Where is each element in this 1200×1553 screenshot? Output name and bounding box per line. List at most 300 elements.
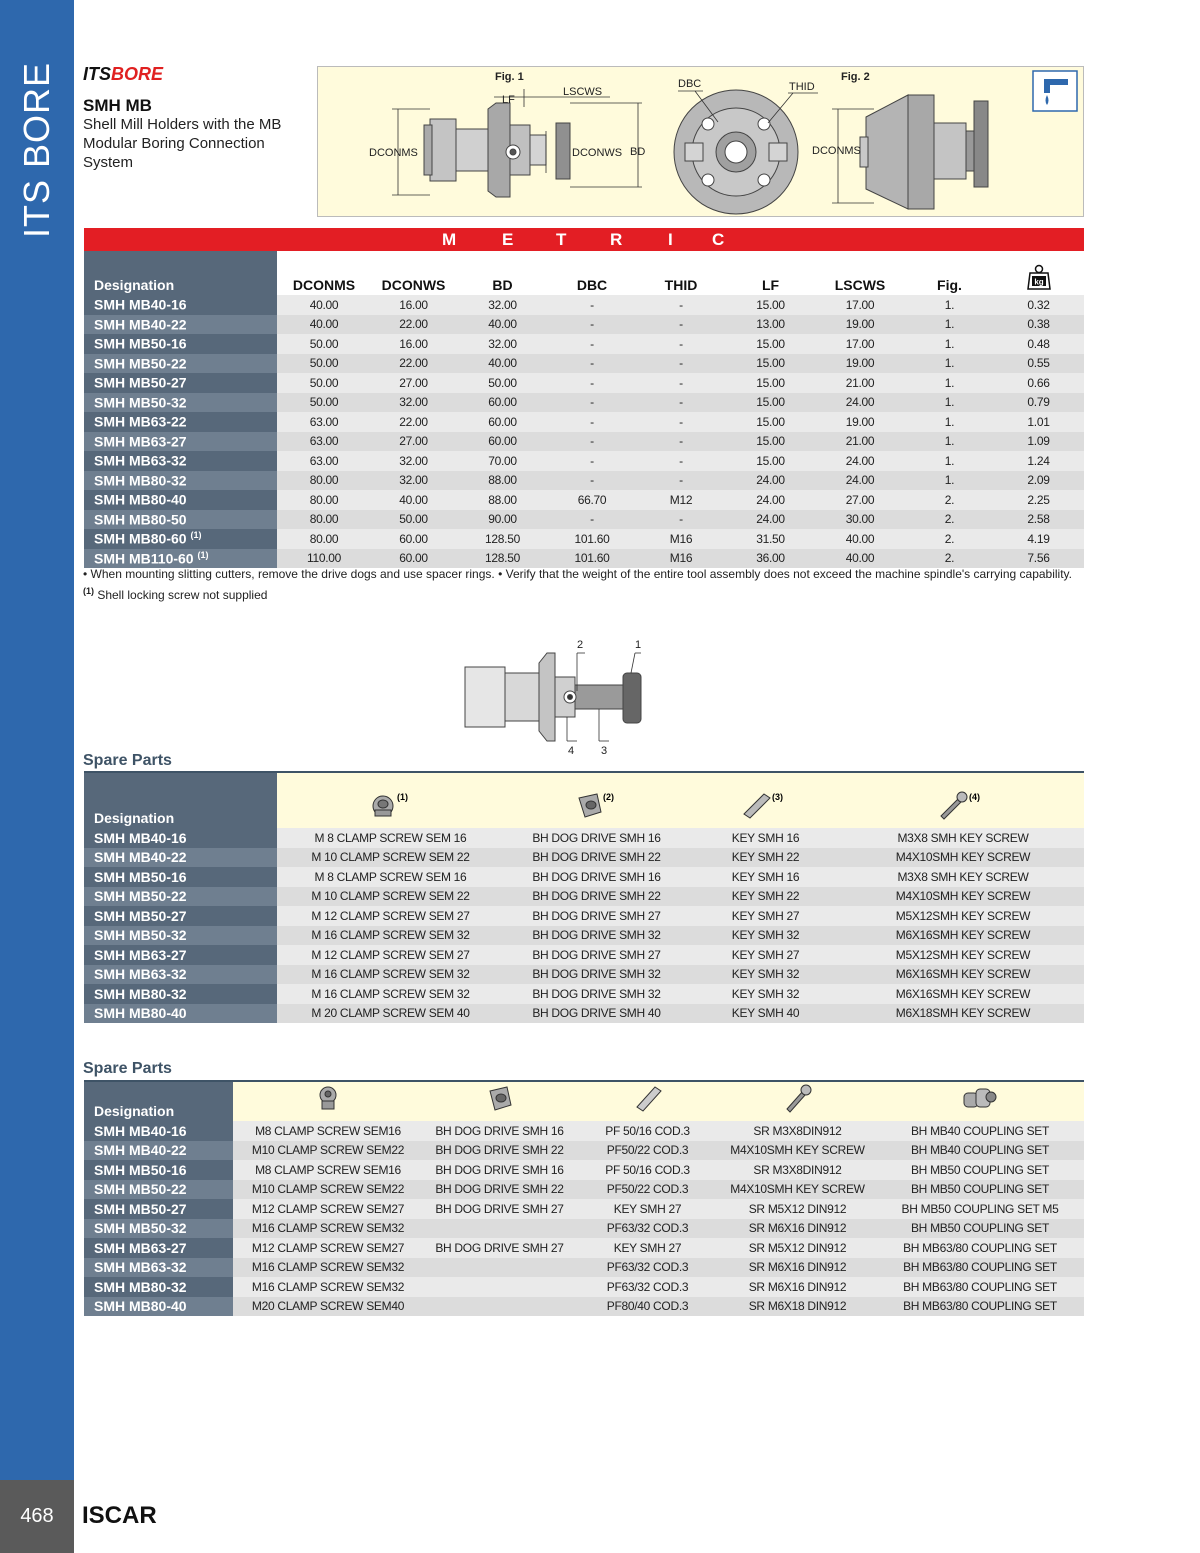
table-cell: BH DOG DRIVE SMH 32	[504, 926, 689, 946]
table-cell: 63.00	[277, 451, 371, 471]
table-cell: 40.00	[456, 315, 549, 335]
sp1-icon-col-2	[504, 772, 689, 828]
designation-cell	[84, 945, 277, 965]
table-cell: 50.00	[277, 334, 371, 354]
coolant-icon	[1033, 71, 1077, 111]
table-cell: 40.00	[371, 490, 456, 510]
table-cell: KEY SMH 22	[689, 848, 842, 868]
table-cell: 32.00	[371, 471, 456, 491]
dog-drive-icon	[485, 1083, 515, 1113]
designation-text: SMH MB50-22	[94, 355, 187, 372]
designation-text: SMH MB80-40	[94, 1005, 187, 1022]
table-cell: 1.	[906, 471, 993, 491]
table-cell: M6X16SMH KEY SCREW	[842, 965, 1084, 985]
key-icon	[736, 790, 796, 820]
table-cell: 27.00	[371, 432, 456, 452]
header-bd: BD	[456, 251, 549, 295]
key-screw-icon	[783, 1083, 813, 1113]
designation-text: SMH MB50-22	[94, 888, 187, 905]
table-row	[84, 945, 1084, 965]
table-cell: 30.00	[814, 510, 906, 530]
main-table-header	[84, 251, 1084, 295]
table-cell: BH DOG DRIVE SMH 22	[423, 1141, 576, 1161]
table-cell: KEY SMH 32	[689, 926, 842, 946]
table-row	[84, 1199, 1084, 1219]
table-cell: 40.00	[814, 549, 906, 569]
clamp-screw-icon	[313, 1083, 343, 1113]
sp2-header-designation: Designation	[84, 1081, 233, 1121]
label-dconws: DCONWS	[572, 147, 623, 159]
table-cell: PF50/22 COD.3	[576, 1180, 719, 1200]
table-cell: SR M5X12 DIN912	[719, 1199, 876, 1219]
table-cell: 15.00	[727, 393, 814, 413]
table-row	[84, 1219, 1084, 1239]
label-bd: BD	[630, 146, 646, 158]
designation-text: SMH MB80-32	[94, 985, 187, 1002]
table-cell: 22.00	[371, 315, 456, 335]
table-cell: 27.00	[814, 490, 906, 510]
table-cell: SR M6X16 DIN912	[719, 1258, 876, 1278]
table-cell: KEY SMH 16	[689, 828, 842, 848]
designation-text: SMH MB110-60	[94, 550, 194, 567]
designation-text: SMH MB50-32	[94, 394, 187, 411]
table-cell: KEY SMH 16	[689, 867, 842, 887]
table-cell: 66.70	[549, 490, 635, 510]
table-cell: 80.00	[277, 490, 371, 510]
table-cell: BH DOG DRIVE SMH 22	[423, 1180, 576, 1200]
table-cell: M16 CLAMP SCREW SEM32	[233, 1219, 423, 1239]
table-row	[84, 906, 1084, 926]
table-cell: 2.	[906, 510, 993, 530]
table-cell: 31.50	[727, 529, 814, 549]
table-cell: 1.	[906, 432, 993, 452]
header-lscws: LSCWS	[814, 251, 906, 295]
table-cell: -	[549, 451, 635, 471]
table-cell: SR M6X16 DIN912	[719, 1277, 876, 1297]
table-cell: M5X12SMH KEY SCREW	[842, 906, 1084, 926]
product-description: Shell Mill Holders with the MB Modular Boring Connection System	[83, 116, 282, 171]
sp2-icon-col-1	[233, 1081, 423, 1121]
footnote-text: Shell locking screw not supplied	[94, 588, 268, 602]
table-cell: 15.00	[727, 412, 814, 432]
table-cell: 60.00	[371, 529, 456, 549]
table-cell: BH MB63/80 COUPLING SET	[876, 1297, 1084, 1317]
designation-cell	[84, 510, 277, 530]
spare-parts-table-1	[84, 771, 1084, 1023]
table-cell: 0.48	[993, 334, 1084, 354]
designation-cell	[84, 1121, 233, 1141]
designation-text: SMH MB40-16	[94, 829, 187, 846]
table-cell: M4X10SMH KEY SCREW	[719, 1141, 876, 1161]
table-cell: BH DOG DRIVE SMH 27	[423, 1238, 576, 1258]
table-cell: KEY SMH 32	[689, 984, 842, 1004]
table-cell: M5X12SMH KEY SCREW	[842, 945, 1084, 965]
metric-letter: M	[442, 230, 457, 249]
spare-parts-1-body	[84, 828, 1084, 1023]
sp1-icon-col-1	[277, 772, 504, 828]
spare-parts-title-2: Spare Parts	[83, 1060, 172, 1077]
designation-cell	[84, 1219, 233, 1239]
designation-text: SMH MB50-16	[94, 1161, 187, 1178]
table-cell: KEY SMH 27	[576, 1238, 719, 1258]
table-cell: 50.00	[456, 373, 549, 393]
table-cell: M 16 CLAMP SCREW SEM 32	[277, 926, 504, 946]
table-cell: 88.00	[456, 490, 549, 510]
table-cell: 50.00	[277, 354, 371, 374]
table-row	[84, 432, 1084, 452]
table-cell: M12 CLAMP SCREW SEM27	[233, 1199, 423, 1219]
table-cell: 128.50	[456, 549, 549, 569]
table-cell: M 10 CLAMP SCREW SEM 22	[277, 848, 504, 868]
header-fig: Fig.	[906, 251, 993, 295]
icon-label-1: (1)	[396, 792, 408, 802]
table-cell: -	[635, 393, 727, 413]
table-cell: 27.00	[371, 373, 456, 393]
table-cell: M8 CLAMP SCREW SEM16	[233, 1121, 423, 1141]
table-row	[84, 295, 1084, 315]
table-row	[84, 926, 1084, 946]
key-icon	[633, 1083, 663, 1113]
table-cell: 24.00	[814, 393, 906, 413]
designation-text: SMH MB50-27	[94, 375, 187, 392]
table-cell: 60.00	[371, 549, 456, 569]
designation-cell	[84, 529, 277, 549]
header-thid: THID	[635, 251, 727, 295]
table-cell: 2.25	[993, 490, 1084, 510]
table-cell: 15.00	[727, 432, 814, 452]
table-cell: 2.	[906, 490, 993, 510]
designation-cell	[84, 1180, 233, 1200]
table-cell: 40.00	[277, 315, 371, 335]
table-cell: 15.00	[727, 295, 814, 315]
sidebar-title: ITS BORE	[16, 61, 57, 239]
table-cell: -	[635, 432, 727, 452]
table-cell: BH DOG DRIVE SMH 32	[504, 984, 689, 1004]
designation-cell	[84, 373, 277, 393]
table-row	[84, 1141, 1084, 1161]
table-cell: 0.79	[993, 393, 1084, 413]
table-cell: KEY SMH 32	[689, 965, 842, 985]
header-dconms: DCONMS	[277, 251, 371, 295]
metric-letter: C	[712, 230, 725, 249]
table-cell: 70.00	[456, 451, 549, 471]
spare-parts-title-1: Spare Parts	[83, 752, 172, 769]
key-screw-icon	[933, 790, 993, 820]
metric-letter: I	[668, 230, 673, 249]
table-row	[84, 887, 1084, 907]
designation-text: SMH MB80-32	[94, 1278, 187, 1295]
table-cell: PF63/32 COD.3	[576, 1258, 719, 1278]
label-dconms-2: DCONMS	[812, 145, 861, 157]
table-cell: M 12 CLAMP SCREW SEM 27	[277, 945, 504, 965]
table-row	[84, 354, 1084, 374]
designation-text: SMH MB50-16	[94, 336, 187, 353]
clamp-screw-icon	[361, 790, 421, 820]
table-cell: 128.50	[456, 529, 549, 549]
table-cell: 40.00	[456, 354, 549, 374]
assembly-label-2: 2	[577, 639, 584, 651]
designation-cell	[84, 926, 277, 946]
fig2-drawing	[860, 95, 988, 209]
main-table-body	[84, 295, 1084, 568]
table-cell: 15.00	[727, 451, 814, 471]
metric-letter: T	[556, 230, 567, 249]
table-row	[84, 1258, 1084, 1278]
table-cell: M4X10SMH KEY SCREW	[842, 848, 1084, 868]
designation-cell	[84, 848, 277, 868]
table-cell: BH DOG DRIVE SMH 16	[504, 828, 689, 848]
table-cell: -	[549, 432, 635, 452]
table-row	[84, 1297, 1084, 1317]
spare-parts-2-body	[84, 1121, 1084, 1316]
designation-text: SMH MB80-40	[94, 1298, 187, 1315]
designation-cell	[84, 1258, 233, 1278]
table-cell: BH DOG DRIVE SMH 32	[504, 965, 689, 985]
designation-text: SMH MB63-32	[94, 966, 187, 983]
table-cell: BH MB63/80 COUPLING SET	[876, 1277, 1084, 1297]
table-cell: M 10 CLAMP SCREW SEM 22	[277, 887, 504, 907]
page-number: 468	[0, 1480, 74, 1553]
table-cell: 40.00	[277, 295, 371, 315]
table-cell: 32.00	[456, 334, 549, 354]
table-cell: -	[635, 451, 727, 471]
designation-cell	[84, 1141, 233, 1161]
designation-cell	[84, 334, 277, 354]
table-cell: M3X8 SMH KEY SCREW	[842, 867, 1084, 887]
designation-cell	[84, 354, 277, 374]
table-cell: 36.00	[727, 549, 814, 569]
table-row	[84, 867, 1084, 887]
logo-its: ITS	[83, 64, 112, 84]
table-cell: KEY SMH 27	[689, 906, 842, 926]
table-cell: 1.	[906, 373, 993, 393]
table-row	[84, 451, 1084, 471]
designation-text: SMH MB40-16	[94, 297, 187, 314]
table-cell: 2.58	[993, 510, 1084, 530]
header-weight	[993, 251, 1084, 295]
table-cell: 1.	[906, 334, 993, 354]
table-cell: 1.	[906, 393, 993, 413]
spare-parts-table-2	[84, 1080, 1084, 1316]
weight-icon	[1027, 264, 1051, 290]
header-lf: LF	[727, 251, 814, 295]
footer-brand: ISCAR	[82, 1502, 157, 1529]
label-lscws: LSCWS	[563, 86, 603, 98]
table-cell: 0.66	[993, 373, 1084, 393]
table-row	[84, 315, 1084, 335]
designation-cell	[84, 432, 277, 452]
table-cell: SR M6X16 DIN912	[719, 1219, 876, 1239]
table-row	[84, 965, 1084, 985]
table-cell: M 8 CLAMP SCREW SEM 16	[277, 828, 504, 848]
table-cell: -	[549, 354, 635, 374]
designation-cell	[84, 412, 277, 432]
designation-text: SMH MB40-22	[94, 849, 187, 866]
assembly-label-4: 4	[568, 745, 575, 757]
table-cell: BH DOG DRIVE SMH 27	[423, 1199, 576, 1219]
table-cell: -	[549, 412, 635, 432]
table-cell: BH DOG DRIVE SMH 40	[504, 1004, 689, 1024]
table-cell: 80.00	[277, 471, 371, 491]
table-row	[84, 984, 1084, 1004]
table-cell: 24.00	[814, 471, 906, 491]
designation-cell	[84, 1297, 233, 1317]
designation-text: SMH MB63-32	[94, 453, 187, 470]
designation-footnote-mark: (1)	[190, 530, 202, 541]
designation-cell	[84, 984, 277, 1004]
table-cell: 24.00	[727, 490, 814, 510]
table-cell: 19.00	[814, 315, 906, 335]
logo-bore: BORE	[111, 64, 164, 84]
table-cell: M10 CLAMP SCREW SEM22	[233, 1180, 423, 1200]
table-cell: -	[635, 295, 727, 315]
table-cell	[423, 1277, 576, 1297]
designation-cell	[84, 490, 277, 510]
table-cell: SR M3X8DIN912	[719, 1160, 876, 1180]
designation-text: SMH MB50-22	[94, 1181, 187, 1198]
table-cell: 17.00	[814, 295, 906, 315]
table-cell: M6X16SMH KEY SCREW	[842, 984, 1084, 1004]
table-cell: M16	[635, 549, 727, 569]
table-cell: BH MB50 COUPLING SET	[876, 1219, 1084, 1239]
designation-cell	[84, 451, 277, 471]
table-cell: -	[549, 393, 635, 413]
label-thid: THID	[789, 81, 815, 93]
table-row	[84, 412, 1084, 432]
designation-cell	[84, 887, 277, 907]
table-row	[84, 393, 1084, 413]
mounting-note: • When mounting slitting cutters, remove the drive dogs and use spacer rings. • Verify that the weight of the entire tool assembly does not exceed the machine spindle's carrying capability.	[83, 567, 1072, 581]
table-row	[84, 828, 1084, 848]
metric-letter: E	[502, 230, 514, 249]
notes	[83, 566, 1083, 604]
table-cell: 16.00	[371, 334, 456, 354]
designation-text: SMH MB63-27	[94, 433, 187, 450]
designation-cell	[84, 965, 277, 985]
table-cell: -	[635, 354, 727, 374]
table-cell: -	[549, 471, 635, 491]
designation-text: SMH MB50-32	[94, 927, 187, 944]
table-row	[84, 490, 1084, 510]
designation-text: SMH MB80-40	[94, 492, 187, 509]
designation-text: SMH MB50-16	[94, 868, 187, 885]
table-cell: 24.00	[727, 510, 814, 530]
fig2-label: Fig. 2	[841, 71, 870, 83]
table-cell: M3X8 SMH KEY SCREW	[842, 828, 1084, 848]
table-cell: -	[635, 315, 727, 335]
icon-label-4: (4)	[969, 792, 980, 802]
table-cell: 19.00	[814, 354, 906, 374]
table-cell: M6X18SMH KEY SCREW	[842, 1004, 1084, 1024]
table-cell: 1.	[906, 315, 993, 335]
table-cell: M8 CLAMP SCREW SEM16	[233, 1160, 423, 1180]
table-row	[84, 334, 1084, 354]
table-cell: BH DOG DRIVE SMH 27	[504, 945, 689, 965]
table-row	[84, 848, 1084, 868]
table-cell: 32.00	[456, 295, 549, 315]
table-cell: M16 CLAMP SCREW SEM32	[233, 1277, 423, 1297]
spare-parts-2-header	[84, 1081, 1084, 1121]
table-cell: 63.00	[277, 412, 371, 432]
table-cell: 16.00	[371, 295, 456, 315]
table-cell: M 12 CLAMP SCREW SEM 27	[277, 906, 504, 926]
assembly-label-3: 3	[601, 745, 608, 757]
table-cell: 24.00	[727, 471, 814, 491]
table-cell	[423, 1297, 576, 1317]
table-cell: 50.00	[277, 373, 371, 393]
table-cell: 0.38	[993, 315, 1084, 335]
table-cell: SR M3X8DIN912	[719, 1121, 876, 1141]
table-cell: M 20 CLAMP SCREW SEM 40	[277, 1004, 504, 1024]
table-cell: 50.00	[371, 510, 456, 530]
table-cell: BH DOG DRIVE SMH 27	[504, 906, 689, 926]
table-cell: M 8 CLAMP SCREW SEM 16	[277, 867, 504, 887]
table-cell: 15.00	[727, 373, 814, 393]
table-cell: PF 50/16 COD.3	[576, 1121, 719, 1141]
table-cell: BH MB40 COUPLING SET	[876, 1141, 1084, 1161]
table-cell: -	[549, 334, 635, 354]
sp1-icon-col-3	[689, 772, 842, 828]
designation-text: SMH MB63-27	[94, 1239, 187, 1256]
table-row	[84, 1238, 1084, 1258]
table-cell: BH MB50 COUPLING SET	[876, 1180, 1084, 1200]
designation-cell	[84, 1277, 233, 1297]
table-cell: M12	[635, 490, 727, 510]
table-cell: KEY SMH 40	[689, 1004, 842, 1024]
designation-text: SMH MB40-22	[94, 1142, 187, 1159]
table-cell: 15.00	[727, 334, 814, 354]
table-cell: M4X10SMH KEY SCREW	[842, 887, 1084, 907]
coupling-set-icon	[960, 1083, 1000, 1113]
table-cell: KEY SMH 22	[689, 887, 842, 907]
table-cell: BH DOG DRIVE SMH 22	[504, 848, 689, 868]
table-cell: 110.00	[277, 549, 371, 569]
its-bore-logo	[83, 64, 163, 85]
table-cell: 0.32	[993, 295, 1084, 315]
table-cell: SR M5X12 DIN912	[719, 1238, 876, 1258]
table-cell: 63.00	[277, 432, 371, 452]
table-row	[84, 1004, 1084, 1024]
label-lf: LF	[502, 94, 515, 106]
table-cell: SR M6X18 DIN912	[719, 1297, 876, 1317]
table-row	[84, 1121, 1084, 1141]
designation-cell	[84, 315, 277, 335]
table-cell: 1.	[906, 412, 993, 432]
table-cell: BH MB40 COUPLING SET	[876, 1121, 1084, 1141]
designation-text: SMH MB50-27	[94, 907, 187, 924]
designation-cell	[84, 867, 277, 887]
table-row	[84, 510, 1084, 530]
designation-text: SMH MB80-32	[94, 472, 187, 489]
weight-icon-label: kg	[1033, 277, 1044, 287]
table-cell: 32.00	[371, 451, 456, 471]
sp2-icon-col-3	[576, 1081, 719, 1121]
table-cell	[423, 1258, 576, 1278]
table-cell: 7.56	[993, 549, 1084, 569]
icon-label-3: (3)	[771, 792, 783, 802]
table-row	[84, 373, 1084, 393]
table-cell: 4.19	[993, 529, 1084, 549]
metric-bar	[84, 228, 1084, 251]
designation-text: SMH MB63-27	[94, 946, 187, 963]
table-cell	[423, 1219, 576, 1239]
metric-letter: R	[610, 230, 623, 249]
table-cell: 2.	[906, 549, 993, 569]
table-cell: 1.24	[993, 451, 1084, 471]
footnote	[83, 583, 1083, 604]
sp1-icon-col-4	[842, 772, 1084, 828]
table-row	[84, 529, 1084, 549]
